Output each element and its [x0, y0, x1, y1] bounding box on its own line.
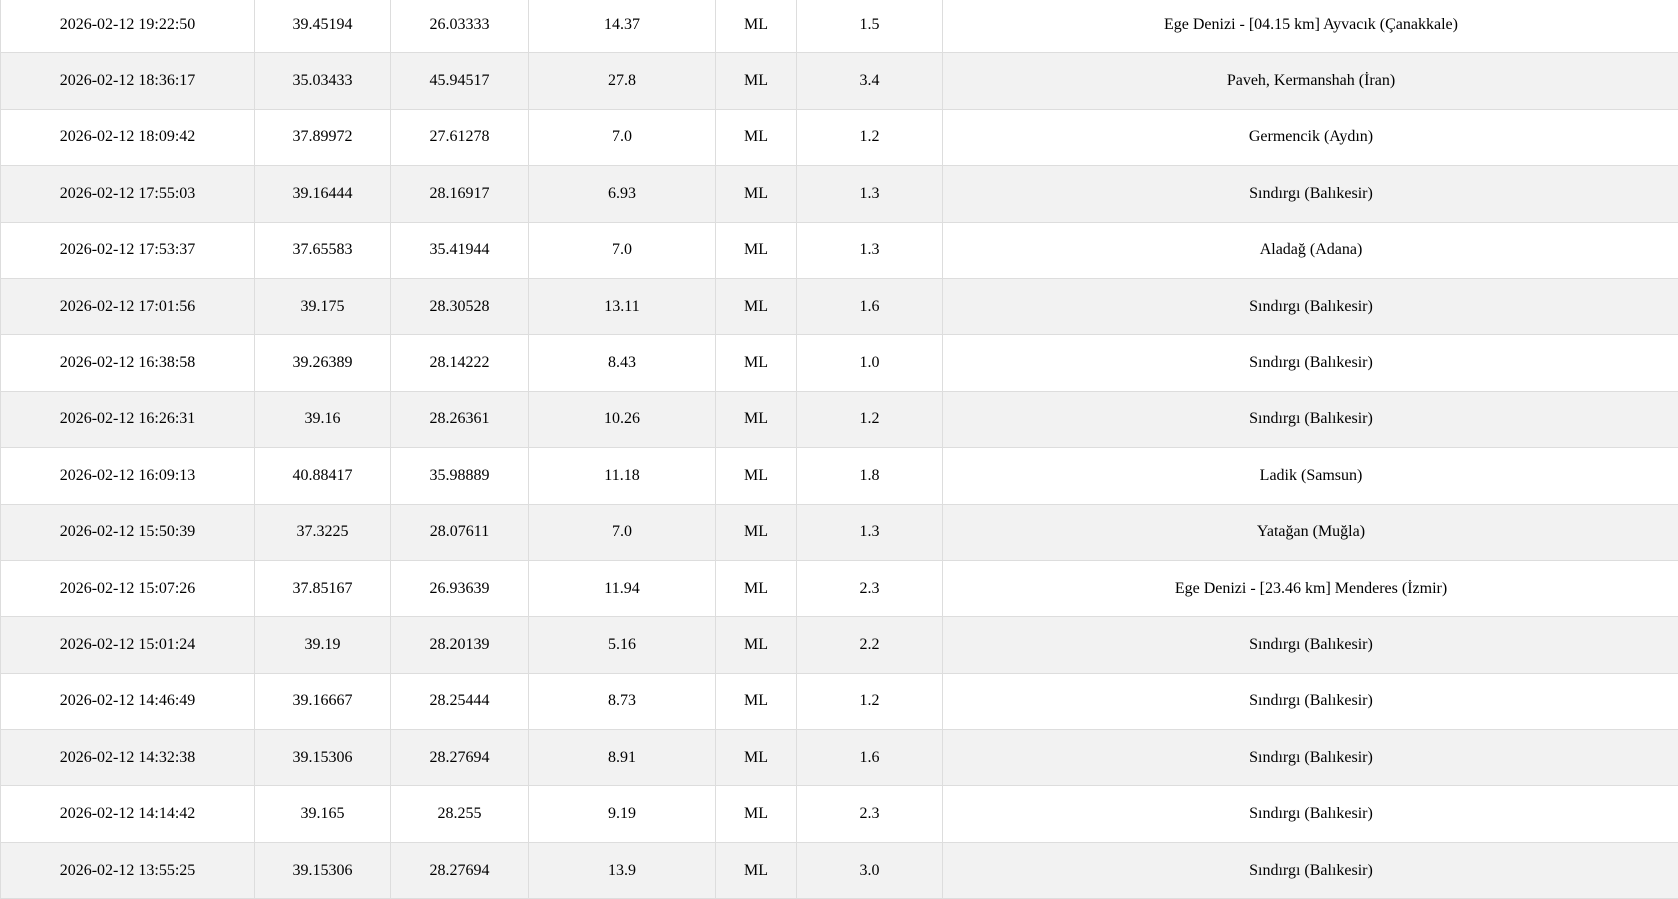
cell-magnitude: 3.0: [797, 842, 943, 898]
cell-magnitude-type: ML: [716, 0, 797, 53]
cell-datetime: 2026-02-12 13:55:25: [1, 842, 255, 898]
table-row: [1, 53, 1678, 109]
cell-datetime: 2026-02-12 16:26:31: [1, 391, 255, 447]
cell-latitude: 35.03433: [255, 53, 391, 109]
table-row: [1, 278, 1678, 334]
cell-depth-km: 11.94: [529, 560, 716, 616]
cell-location: Ege Denizi - [23.46 km] Menderes (İzmir): [943, 560, 1678, 616]
cell-magnitude-type: ML: [716, 166, 797, 222]
table-row: [1, 617, 1678, 673]
cell-datetime: 2026-02-12 14:32:38: [1, 730, 255, 786]
cell-depth-km: 9.19: [529, 786, 716, 842]
cell-latitude: 37.3225: [255, 504, 391, 560]
cell-datetime: 2026-02-12 15:01:24: [1, 617, 255, 673]
cell-magnitude-type: ML: [716, 53, 797, 109]
cell-depth-km: 14.37: [529, 0, 716, 53]
cell-magnitude-type: ML: [716, 448, 797, 504]
cell-datetime: 2026-02-12 15:07:26: [1, 560, 255, 616]
table-row: [1, 448, 1678, 504]
cell-depth-km: 7.0: [529, 109, 716, 165]
cell-location: Sındırgı (Balıkesir): [943, 391, 1678, 447]
cell-location: Sındırgı (Balıkesir): [943, 730, 1678, 786]
cell-depth-km: 7.0: [529, 222, 716, 278]
cell-latitude: 37.65583: [255, 222, 391, 278]
cell-longitude: 28.20139: [391, 617, 529, 673]
cell-magnitude-type: ML: [716, 673, 797, 729]
cell-location: Sındırgı (Balıkesir): [943, 673, 1678, 729]
cell-datetime: 2026-02-12 18:09:42: [1, 109, 255, 165]
cell-location: Sındırgı (Balıkesir): [943, 842, 1678, 898]
cell-magnitude: 1.0: [797, 335, 943, 391]
cell-magnitude-type: ML: [716, 278, 797, 334]
cell-magnitude: 1.8: [797, 448, 943, 504]
cell-magnitude-type: ML: [716, 391, 797, 447]
cell-latitude: 37.85167: [255, 560, 391, 616]
cell-longitude: 28.26361: [391, 391, 529, 447]
cell-latitude: 39.16667: [255, 673, 391, 729]
cell-magnitude-type: ML: [716, 504, 797, 560]
cell-latitude: 39.16: [255, 391, 391, 447]
table-row: [1, 166, 1678, 222]
cell-datetime: 2026-02-12 14:14:42: [1, 786, 255, 842]
cell-depth-km: 7.0: [529, 504, 716, 560]
cell-longitude: 35.41944: [391, 222, 529, 278]
cell-magnitude: 2.2: [797, 617, 943, 673]
cell-longitude: 28.07611: [391, 504, 529, 560]
cell-longitude: 28.14222: [391, 335, 529, 391]
cell-depth-km: 13.11: [529, 278, 716, 334]
cell-magnitude: 2.3: [797, 560, 943, 616]
cell-magnitude-type: ML: [716, 560, 797, 616]
table-row: [1, 560, 1678, 616]
table-row: [1, 786, 1678, 842]
cell-magnitude: 1.2: [797, 673, 943, 729]
table-row: [1, 222, 1678, 278]
cell-longitude: 28.16917: [391, 166, 529, 222]
cell-location: Ladik (Samsun): [943, 448, 1678, 504]
cell-depth-km: 5.16: [529, 617, 716, 673]
cell-latitude: 39.16444: [255, 166, 391, 222]
cell-datetime: 2026-02-12 19:22:50: [1, 0, 255, 53]
cell-datetime: 2026-02-12 17:55:03: [1, 166, 255, 222]
table-row: [1, 730, 1678, 786]
table-row: [1, 0, 1678, 53]
table-row: [1, 391, 1678, 447]
cell-datetime: 2026-02-12 15:50:39: [1, 504, 255, 560]
cell-magnitude-type: ML: [716, 335, 797, 391]
table-row: [1, 109, 1678, 165]
cell-location: Sındırgı (Balıkesir): [943, 786, 1678, 842]
cell-magnitude: 1.6: [797, 278, 943, 334]
cell-longitude: 28.25444: [391, 673, 529, 729]
cell-location: Yatağan (Muğla): [943, 504, 1678, 560]
cell-latitude: 39.45194: [255, 0, 391, 53]
cell-magnitude-type: ML: [716, 786, 797, 842]
cell-magnitude: 1.2: [797, 109, 943, 165]
cell-latitude: 39.165: [255, 786, 391, 842]
cell-magnitude-type: ML: [716, 222, 797, 278]
cell-longitude: 28.255: [391, 786, 529, 842]
cell-depth-km: 11.18: [529, 448, 716, 504]
cell-magnitude: 1.5: [797, 0, 943, 53]
cell-magnitude-type: ML: [716, 109, 797, 165]
cell-depth-km: 13.9: [529, 842, 716, 898]
cell-latitude: 39.19: [255, 617, 391, 673]
cell-datetime: 2026-02-12 17:53:37: [1, 222, 255, 278]
cell-longitude: 35.98889: [391, 448, 529, 504]
table-row: [1, 504, 1678, 560]
cell-location: Sındırgı (Balıkesir): [943, 335, 1678, 391]
cell-longitude: 45.94517: [391, 53, 529, 109]
cell-location: Germencik (Aydın): [943, 109, 1678, 165]
table-row: [1, 842, 1678, 898]
cell-location: Aladağ (Adana): [943, 222, 1678, 278]
cell-magnitude: 1.3: [797, 166, 943, 222]
cell-location: Sındırgı (Balıkesir): [943, 617, 1678, 673]
cell-depth-km: 6.93: [529, 166, 716, 222]
cell-datetime: 2026-02-12 18:36:17: [1, 53, 255, 109]
cell-longitude: 26.03333: [391, 0, 529, 53]
cell-datetime: 2026-02-12 14:46:49: [1, 673, 255, 729]
cell-magnitude: 1.3: [797, 222, 943, 278]
cell-datetime: 2026-02-12 16:09:13: [1, 448, 255, 504]
cell-longitude: 26.93639: [391, 560, 529, 616]
cell-location: Paveh, Kermanshah (İran): [943, 53, 1678, 109]
cell-magnitude-type: ML: [716, 842, 797, 898]
cell-magnitude: 2.3: [797, 786, 943, 842]
cell-latitude: 39.15306: [255, 730, 391, 786]
cell-latitude: 39.175: [255, 278, 391, 334]
cell-depth-km: 8.43: [529, 335, 716, 391]
cell-magnitude: 1.2: [797, 391, 943, 447]
earthquake-table-body: [1, 0, 1678, 899]
table-row: [1, 335, 1678, 391]
cell-magnitude: 3.4: [797, 53, 943, 109]
cell-depth-km: 10.26: [529, 391, 716, 447]
cell-latitude: 39.26389: [255, 335, 391, 391]
cell-depth-km: 8.73: [529, 673, 716, 729]
cell-longitude: 28.27694: [391, 730, 529, 786]
cell-longitude: 28.27694: [391, 842, 529, 898]
cell-longitude: 28.30528: [391, 278, 529, 334]
cell-magnitude-type: ML: [716, 730, 797, 786]
cell-latitude: 40.88417: [255, 448, 391, 504]
cell-magnitude: 1.6: [797, 730, 943, 786]
cell-location: Ege Denizi - [04.15 km] Ayvacık (Çanakkale): [943, 0, 1678, 53]
table-row: [1, 673, 1678, 729]
cell-depth-km: 27.8: [529, 53, 716, 109]
cell-location: Sındırgı (Balıkesir): [943, 166, 1678, 222]
cell-magnitude: 1.3: [797, 504, 943, 560]
cell-magnitude-type: ML: [716, 617, 797, 673]
cell-depth-km: 8.91: [529, 730, 716, 786]
cell-longitude: 27.61278: [391, 109, 529, 165]
cell-datetime: 2026-02-12 17:01:56: [1, 278, 255, 334]
cell-latitude: 37.89972: [255, 109, 391, 165]
cell-location: Sındırgı (Balıkesir): [943, 278, 1678, 334]
cell-latitude: 39.15306: [255, 842, 391, 898]
cell-datetime: 2026-02-12 16:38:58: [1, 335, 255, 391]
